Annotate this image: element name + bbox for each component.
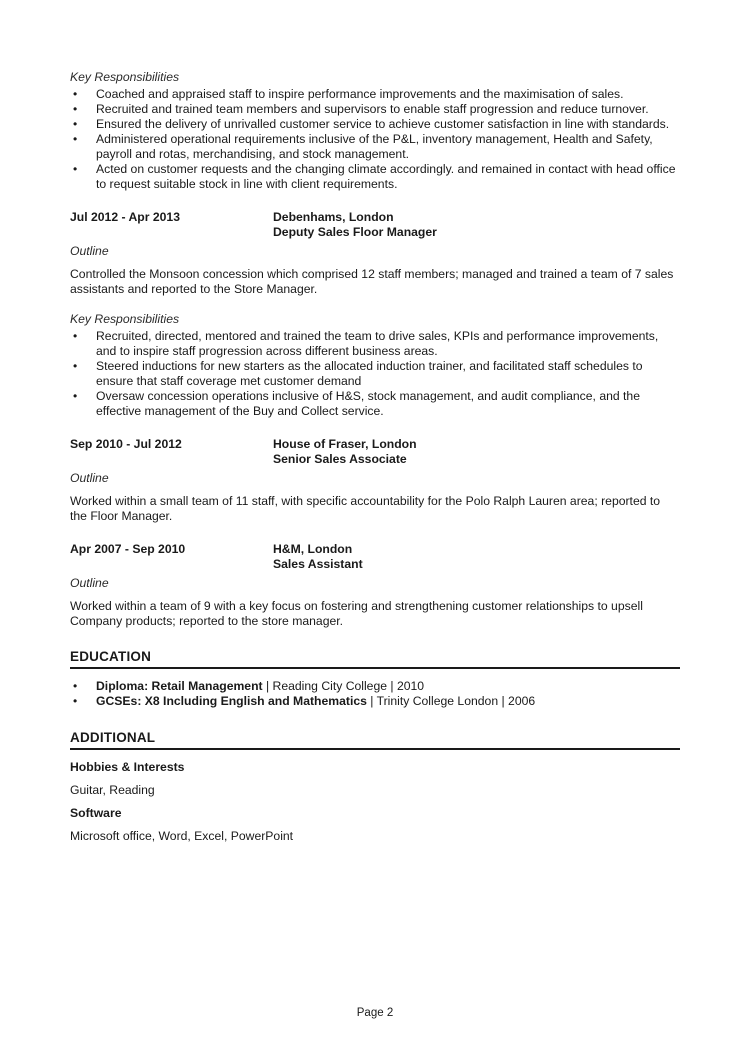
software-heading: Software bbox=[70, 806, 122, 820]
job-dates: Sep 2010 - Jul 2012 bbox=[70, 437, 182, 451]
job-outline: Controlled the Monsoon concession which comprised 12 staff members; managed and trained a team of 7 sales assistants and reported to the Store Manager. bbox=[70, 267, 674, 296]
job-employer-role bbox=[273, 542, 680, 572]
resume-page bbox=[70, 70, 680, 844]
page-number: Page 2 bbox=[356, 1007, 394, 1019]
job-header bbox=[70, 210, 680, 240]
list-item: • Administered operational requirements inclusive of the P&L, inventory management, Health and Safety, payroll and rotas, merchandising, and stock management. bbox=[70, 132, 680, 162]
job-outline: Worked within a small team of 11 staff, with specific accountability for the Polo Ralph Lauren area; reported to the Floor Manager. bbox=[70, 494, 661, 523]
hobbies-value: Guitar, Reading bbox=[70, 783, 155, 797]
education-heading: EDUCATION bbox=[70, 649, 680, 669]
qualification-details: | Trinity College London | 2006 bbox=[366, 694, 536, 708]
outline-label: Outline bbox=[70, 576, 109, 590]
key-responsibilities-label: Key Responsibilities bbox=[70, 312, 180, 326]
job-outline: Worked within a team of 9 with a key focus on fostering and strengthening customer relationships to upsell Company products; reported to the store manager. bbox=[70, 599, 643, 628]
job-employer: House of Fraser, London bbox=[273, 437, 417, 451]
outline-label: Outline bbox=[70, 244, 109, 258]
list-item: • Acted on customer requests and the changing climate accordingly. and remained in contact with head office to request suitable stock in line with client requirements. bbox=[70, 162, 680, 192]
job-dates: Apr 2007 - Sep 2010 bbox=[70, 542, 186, 556]
software-value: Microsoft office, Word, Excel, PowerPoint bbox=[70, 829, 294, 843]
qualification-details: | Reading City College | 2010 bbox=[262, 679, 425, 693]
list-item: • Recruited and trained team members and supervisors to enable staff progression and reduce turnover. bbox=[70, 102, 680, 117]
job-header bbox=[70, 542, 680, 572]
list-item: • Recruited, directed, mentored and trained the team to drive sales, KPIs and performance improvements, and to inspire staff progression across different business areas. bbox=[70, 329, 680, 359]
education-list bbox=[70, 679, 680, 709]
responsibility-list bbox=[70, 87, 680, 192]
job-employer-role bbox=[273, 437, 680, 467]
job-role: Deputy Sales Floor Manager bbox=[273, 225, 437, 239]
hobbies-heading: Hobbies & Interests bbox=[70, 760, 185, 774]
list-item: • Coached and appraised staff to inspire performance improvements and the maximisation of sales. bbox=[70, 87, 680, 102]
job-role: Senior Sales Associate bbox=[273, 452, 407, 466]
list-item: • Oversaw concession operations inclusive of H&S, stock management, and audit compliance, and the effective management of the Buy and Collect service. bbox=[70, 389, 680, 419]
list-item: • Steered inductions for new starters as the allocated induction trainer, and facilitated staff schedules to ensure that staff coverage met customer demand bbox=[70, 359, 680, 389]
job-employer: Debenhams, London bbox=[273, 210, 394, 224]
key-responsibilities-label: Key Responsibilities bbox=[70, 70, 180, 84]
job-employer-role bbox=[273, 210, 680, 240]
job-header bbox=[70, 437, 680, 467]
responsibility-list bbox=[70, 329, 680, 419]
outline-label: Outline bbox=[70, 471, 109, 485]
job-role: Sales Assistant bbox=[273, 557, 363, 571]
job-employer: H&M, London bbox=[273, 542, 353, 556]
list-item bbox=[70, 694, 680, 709]
list-item bbox=[70, 679, 680, 694]
additional-heading: ADDITIONAL bbox=[70, 730, 680, 750]
list-item: • Ensured the delivery of unrivalled customer service to achieve customer satisfaction in line with standards. bbox=[70, 117, 680, 132]
qualification: GCSEs: X8 Including English and Mathematics bbox=[96, 694, 367, 708]
job-dates: Jul 2012 - Apr 2013 bbox=[70, 210, 180, 224]
qualification: Diploma: Retail Management bbox=[96, 679, 263, 693]
